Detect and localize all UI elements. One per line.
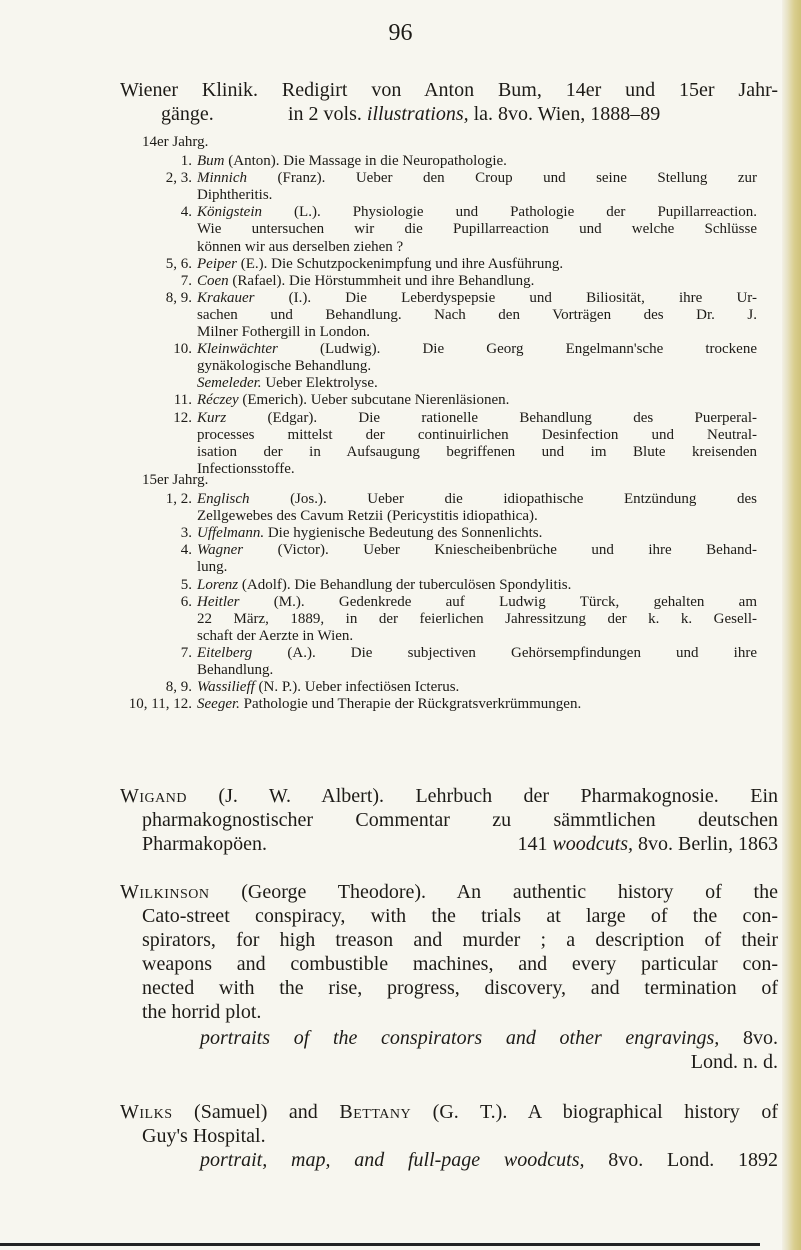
item-number: 7. (180, 272, 192, 289)
item-continuation-line: processes mittelst der continuirlichen Desinfection und Neutral- (197, 426, 757, 443)
item-continuation-line: 22 März, 1889, in der feierlichen Jahressitzung der k. k. Gesell- (197, 610, 757, 627)
item-number: 8, 9. (165, 289, 192, 306)
entry-heading-line: Wilkinson (George Theodore). An authentic history of the (120, 881, 778, 903)
item-author: Semeleder. (197, 375, 262, 392)
item-number: 12. (173, 409, 192, 426)
item-title-line: Lorenz (Adolf). Die Behandlung der tuberculösen Spondylitis. (197, 576, 572, 593)
volume-heading: 14er Jahrg. (142, 134, 209, 150)
item-continuation-line: Diphtheritis. (197, 187, 273, 204)
volume-heading: 15er Jahrg. (142, 472, 209, 488)
item-title-line: Coen (Rafael). Die Hörstummheit und ihre Behandlung. (197, 272, 535, 289)
item-author: Seeger. (197, 696, 240, 713)
page-number: 96 (388, 20, 413, 46)
entry-text-line: the horrid plot. (142, 1001, 262, 1023)
item-author: Königstein (197, 204, 263, 221)
item-title-line: Bum (Anton). Die Massage in die Neuropathologie. (197, 153, 507, 169)
item-continuation-line: Wie untersuchen wir die Pupillarreaction und welche Schlüsse (197, 221, 757, 238)
item-title-line: Wagner (Victor). Ueber Kniescheibenbrüche und ihre Behand- (197, 542, 757, 559)
item-continuation-line: schaft der Aerzte in Wien. (197, 627, 354, 644)
item-author: Réczey (197, 392, 239, 409)
item-number: 4. (180, 204, 192, 221)
item-author: Kleinwächter (197, 341, 278, 358)
item-title-line: Kleinwächter (Ludwig). Die Georg Engelmann'sche trockene (197, 341, 757, 358)
item-title-line: Peiper (E.). Die Schutzpockenimpfung und ihre Ausführung. (197, 255, 564, 272)
item-number: 6. (180, 593, 192, 610)
item-number: 11. (173, 392, 192, 409)
item-continuation-line: Zellgewebes des Cavum Retzii (Pericystitis idiopathica). (197, 508, 538, 525)
item-author: Coen (197, 272, 229, 289)
entry-imprint-line: Pharmakopöen. 141 woodcuts, 8vo. Berlin, 1863 (142, 833, 778, 855)
item-number: 10. (173, 341, 192, 358)
item-number: 8, 9. (165, 679, 192, 696)
item-author: Eitelberg (197, 644, 253, 661)
entry-text-line: Guy's Hospital. (142, 1125, 266, 1147)
item-author: Minnich (197, 170, 247, 187)
item-continuation-line: sachen und Behandlung. Nach den Vorträgen des Dr. J. (197, 306, 757, 323)
entry-imprint-line: gänge. in 2 vols. illustrations, la. 8vo. Wien, 1888–89 (161, 103, 661, 125)
item-title-line: Eitelberg (A.). Die subjectiven Gehörsempfindungen und ihre (197, 644, 757, 661)
entry-text-line: weapons and combustible machines, and every particular con- (142, 953, 778, 975)
item-title-line: Réczey (Emerich). Ueber subcutane Nierenläsionen. (197, 392, 510, 409)
item-author: Englisch (197, 491, 250, 507)
item-author: Krakauer (197, 289, 255, 306)
item-author: Wassilieff (197, 679, 255, 696)
entry-text-line: spirators, for high treason and murder ; a description of their (142, 929, 778, 951)
item-author: Wagner (197, 542, 244, 559)
item-title-line: Seeger. Pathologie und Therapie der Rückgratsverkrümmungen. (197, 696, 582, 713)
item-number: 2, 3. (165, 170, 192, 187)
entry-heading-line: Wilks (Samuel) and Bettany (G. T.). A biographical history of (120, 1101, 778, 1123)
item-title-line: Krakauer (I.). Die Leberdyspepsie und Biliosität, ihre Ur- (197, 289, 757, 306)
item-number: 4. (180, 542, 192, 559)
item-number: 1. (180, 153, 192, 169)
item-author: Heitler (197, 593, 240, 610)
entry-illustrations-line: portraits of the conspirators and other engravings, 8vo. (200, 1027, 778, 1049)
item-continuation-line: können wir aus derselben ziehen ? (197, 238, 404, 255)
entry-imprint-line: Lond. n. d. (690, 1051, 778, 1073)
item-continuation-line: Milner Fothergill in London. (197, 324, 371, 340)
item-title-line: Englisch (Jos.). Ueber die idiopathische Entzündung des (197, 491, 757, 507)
entry-text-line: nected with the rise, progress, discovery, and termination of (142, 977, 778, 999)
item-author: Bum (197, 153, 225, 169)
item-title-line: Wassilieff (N. P.). Ueber infectiösen Icterus. (197, 679, 460, 696)
item-title-line: Königstein (L.). Physiologie und Pathologie der Pupillarreaction. (197, 204, 757, 221)
item-continuation-line: isation der in Aufsaugung begriffenen und im Blute kreisenden (197, 443, 757, 460)
item-title-line: Heitler (M.). Gedenkrede auf Ludwig Türck, gehalten am (197, 593, 757, 610)
item-author: Lorenz (197, 576, 239, 593)
item-continuation-line: lung. (197, 559, 228, 576)
item-title-line: Minnich (Franz). Ueber den Croup und seine Stellung zur (197, 170, 757, 187)
entry-heading-line: Wigand (J. W. Albert). Lehrbuch der Pharmakognosie. Ein (120, 785, 778, 807)
item-number: 5. (180, 576, 192, 593)
item-number: 3. (180, 525, 192, 542)
item-number: 1, 2. (165, 491, 192, 507)
entry-heading-line: Wiener Klinik. Redigirt von Anton Bum, 14er und 15er Jahr- (120, 79, 778, 101)
item-number: 10, 11, 12. (128, 696, 192, 713)
item-author: Uffelmann. (197, 525, 265, 542)
item-continuation-line: Semeleder. Ueber Elektrolyse. (197, 375, 378, 392)
entry-text-line: pharmakognostischer Commentar zu sämmtlichen deutschen (142, 809, 778, 831)
item-continuation-line: gynäkologische Behandlung. (197, 358, 372, 375)
item-number: 5, 6. (165, 255, 192, 272)
entry-imprint-line: portrait, map, and full-page woodcuts, 8vo. Lond. 1892 (200, 1149, 779, 1171)
entry-text-line: Cato-street conspiracy, with the trials at large of the con- (142, 905, 778, 927)
item-title-line: Uffelmann. Die hygienische Bedeutung des Sonnenlichts. (197, 525, 543, 542)
item-author: Kurz (197, 409, 227, 426)
page-edge (782, 0, 801, 1250)
bottom-rule (0, 1243, 760, 1246)
item-author: Peiper (197, 255, 237, 272)
item-title-line: Kurz (Edgar). Die rationelle Behandlung des Puerperal- (197, 409, 757, 426)
item-continuation-line: Behandlung. (197, 662, 274, 678)
item-continuation-line: Infectionsstoffe. (197, 460, 295, 477)
item-number: 7. (180, 644, 192, 661)
